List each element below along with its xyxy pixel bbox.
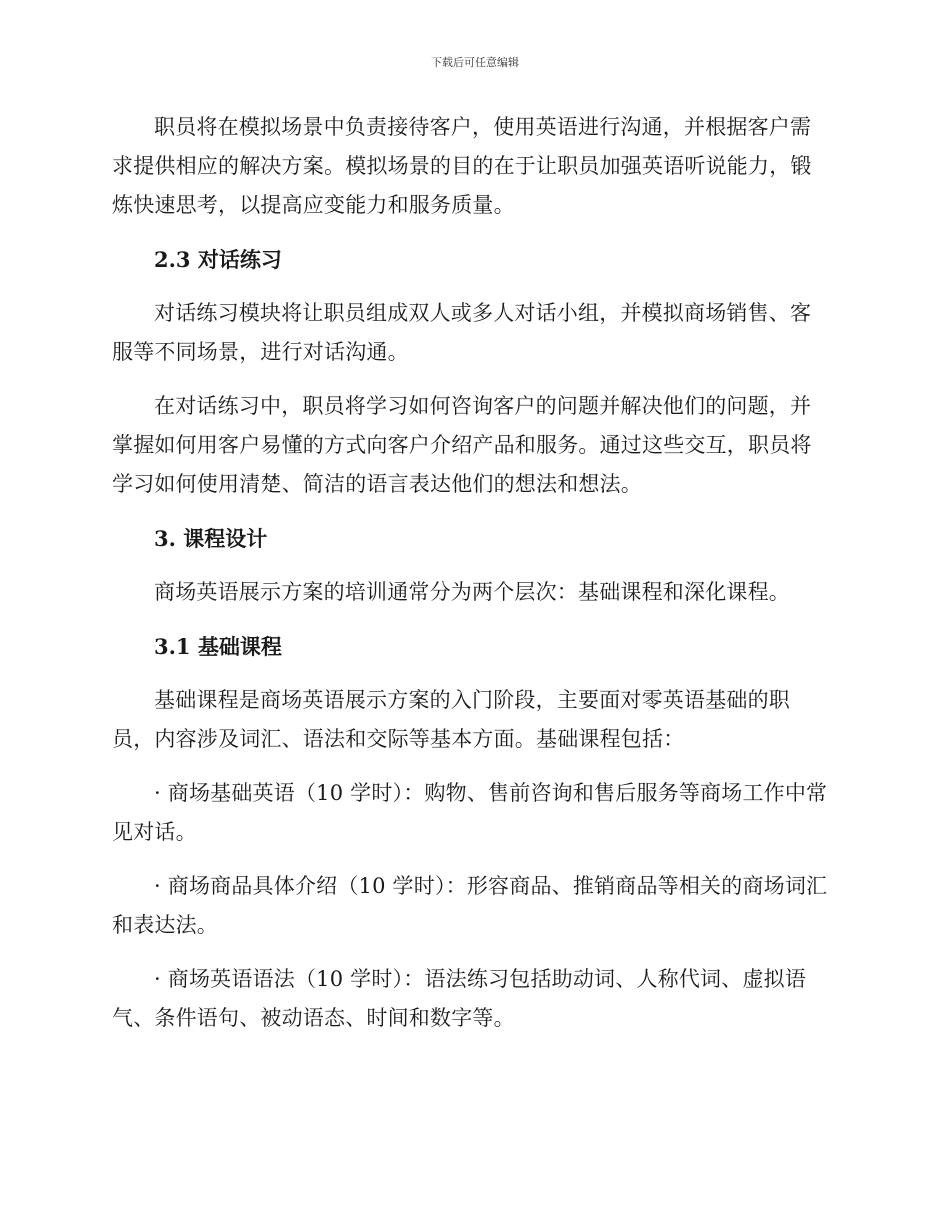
paragraph-basic-course-intro: 基础课程是商场英语展示方案的入门阶段，主要面对零英语基础的职员，内容涉及词汇、语法和交际等基本方面。基础课程包括： (112, 688, 790, 751)
page-header: 下载后可任意编辑 (431, 56, 519, 69)
heading-dialogue-practice: 2.3 对话练习 (154, 247, 282, 272)
list-item-basic-english: · 商场基础英语（10 学时）：购物、售前咨询和售后服务等商场工作中常见对话。 (112, 781, 828, 844)
heading-course-design: 3. 课程设计 (154, 526, 268, 551)
paragraph-simulation-scenario: 职员将在模拟场景中负责接待客户，使用英语进行沟通，并根据客户需求提供相应的解决方案。模拟场景的目的在于让职员加强英语听说能力，锻炼快速思考，以提高应变能力和服务质量。 (112, 115, 812, 217)
paragraph-course-levels: 商场英语展示方案的培训通常分为两个层次：基础课程和深化课程。 (154, 580, 790, 604)
document-body (112, 108, 832, 1053)
heading-basic-course: 3.1 基础课程 (154, 634, 282, 659)
list-item-product-intro: · 商场商品具体介绍（10 学时）：形容商品、推销商品等相关的商场词汇和表达法。 (112, 874, 828, 937)
paragraph-dialogue-learning: 在对话练习中，职员将学习如何咨询客户的问题并解决他们的问题，并掌握如何用客户易懂的方式向客户介绍产品和服务。通过这些交互，职员将学习如何使用清楚、简洁的语言表达他们的想法和想法。 (112, 394, 812, 496)
paragraph-dialogue-module: 对话练习模块将让职员组成双人或多人对话小组，并模拟商场销售、客服等不同场景，进行对话沟通。 (112, 301, 812, 364)
list-item-grammar: · 商场英语语法（10 学时）：语法练习包括助动词、人称代词、虚拟语气、条件语句、被动语态、时间和数字等。 (112, 967, 807, 1030)
